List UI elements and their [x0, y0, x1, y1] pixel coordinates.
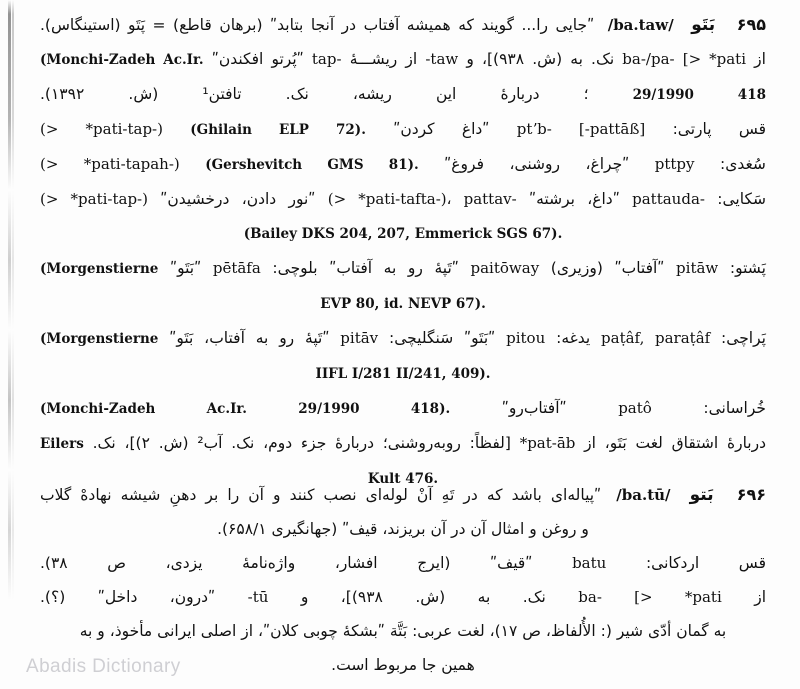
latin-form: ba-/pa- — [622, 50, 675, 68]
persian-text: از ریشـــهٔ — [349, 50, 418, 68]
persian-text: ʺنور دادن، درخشیدنʺ — [160, 190, 316, 208]
entry-line — [40, 546, 766, 580]
entry-number: ۶۹۵ — [736, 15, 766, 34]
bibliographic-reference: (Morgenstierne — [40, 261, 159, 277]
bibliographic-reference: (Morgenstierne — [40, 331, 159, 347]
entry-line — [40, 112, 766, 147]
persian-text: پَراچی: — [721, 329, 766, 347]
persian-text: ʺچراغ، روشنی، فروغʺ — [444, 155, 630, 173]
persian-text: پَشتو: — [729, 259, 766, 277]
persian-text: خُراسانی: — [703, 399, 766, 417]
entry-transliteration: /ba.taw/ — [607, 16, 674, 34]
persian-text: نک. به (ش. ۹۳۸)]، و — [300, 588, 546, 606]
persian-text: ʺپیاله‌ای باشد که در تَهِ آنْ لوله‌ای نصب کنند و آن را بر دهنِ شیشه نهادهْ گلاب — [40, 486, 602, 504]
persian-text: ʺقیفʺ (ایرج افشار، واژه‌نامهٔ یزدی، ص ۳۸). — [40, 554, 533, 572]
persian-text: ʺداغ، برشتهʺ — [528, 190, 620, 208]
latin-form: patô — [618, 399, 652, 417]
persian-text: دربارهٔ اشتقاق لغت بَتَو، از — [584, 434, 766, 452]
entry-line — [40, 512, 766, 546]
entry-line — [40, 182, 766, 216]
latin-form: (> *pati-tap-) — [40, 190, 148, 208]
latin-form: -taw — [425, 50, 459, 68]
scan-binding-edge-artifact-secondary — [12, 0, 14, 689]
entry-line — [40, 614, 766, 648]
bibliographic-reference: (Bailey DKS 204, 207, Emmerick SGS 67). — [243, 226, 563, 242]
scan-binding-edge-artifact — [8, 0, 11, 689]
latin-form: tap- — [311, 50, 342, 68]
persian-text: سُغدی: — [719, 155, 766, 173]
entry-line — [40, 147, 766, 182]
persian-text: و روغن و امثال آن در آن بریزند، قیفʺ (جهانگیری ۶۵۸/۱). — [217, 520, 589, 538]
persian-text: ʺبَتَوʺ — [169, 259, 202, 277]
entry-headword: بَتَو — [691, 15, 716, 35]
entry-line — [40, 356, 766, 391]
persian-text: [لفظاً: روبه‌روشنی؛ دربارهٔ جزء دوم، نک. آب² (ش. ۲)]، نک. — [92, 434, 511, 452]
entry-line — [40, 251, 766, 286]
dictionary-entry-695 — [40, 8, 766, 496]
persian-text: قس پارتی: — [672, 120, 766, 138]
persian-text: ʺتَپهٔ رو به آفتابʺ بلوچی: — [272, 259, 459, 277]
latin-form: (> *pati-tafta-)، pattav- — [327, 190, 517, 208]
entry-line — [40, 478, 766, 512]
persian-text: به گمان أدّی شیر (: الأُلفاظ، ص ۱۷)، لغت عربی: بَتَّة ʺبشکهٔ چوبی کلانʺ، از اصلی ایرانی مأخوذ، و به — [79, 622, 727, 640]
persian-text: سَکایی: — [717, 190, 766, 208]
dictionary-entry-696 — [40, 478, 766, 682]
bibliographic-reference: (Gershevitch GMS 81). — [205, 157, 419, 173]
latin-form: (> *pati-tapah-) — [40, 155, 180, 173]
bibliographic-reference: Kult 476. — [367, 471, 439, 487]
latin-form: paitōway — [470, 259, 540, 277]
latin-form: pitou — [506, 329, 546, 347]
watermark-abadis-dictionary: Abadis Dictionary — [26, 656, 181, 677]
persian-text: ʺتَپهٔ رو به آفتاب، بَتَوʺ — [169, 329, 330, 347]
entry-line — [40, 321, 766, 356]
bibliographic-reference: EVP 80, id. NEVP 67). — [320, 296, 486, 312]
entry-line — [40, 8, 766, 42]
latin-form: pitāv — [340, 329, 379, 347]
latin-form: pttpy — [654, 155, 695, 173]
persian-text: قس اردکانی: — [645, 554, 766, 572]
entry-line — [40, 216, 766, 251]
persian-text: ʺآفتابʺ (وزیری) — [550, 259, 665, 277]
entry-line — [40, 426, 766, 461]
latin-form: pattauda- — [632, 190, 705, 208]
persian-text: ʺآفتاب‌روʺ — [501, 399, 567, 417]
entry-transliteration: /ba.tū/ — [616, 486, 671, 504]
persian-text: ʺجایی را... گویند که همیشه آفتاب در آنجا بتابدʺ (برهان قاطع) = پَتَو (استینگاس). — [40, 16, 595, 34]
latin-form: (> *pati-tap-) — [40, 120, 163, 138]
persian-text: نک. به (ش. ۹۳۸)]، و — [466, 50, 615, 68]
latin-form: *pat-āb — [519, 434, 576, 452]
latin-form: pitāw — [676, 259, 719, 277]
bibliographic-reference: Eilers — [40, 436, 84, 452]
persian-text: ʺپُرتو افکندنʺ — [211, 50, 304, 68]
latin-form: ba- [> *pati — [578, 588, 722, 606]
entry-number: ۶۹۶ — [736, 485, 766, 504]
persian-text: همین جا مربوط است. — [331, 656, 475, 674]
latin-form: paṭâf, paraṭâf — [601, 329, 711, 347]
latin-form: ptʼb- [-pattāß] — [516, 120, 646, 138]
persian-text: ʺداغ کردنʺ — [393, 120, 490, 138]
bibliographic-reference: 29/1990 418 — [632, 87, 766, 103]
latin-form: batu — [572, 554, 607, 572]
bibliographic-reference: (Monchi-Zadeh Ac.Ir. — [40, 52, 204, 68]
persian-text: ʺدرون، داخلʺ (؟). — [40, 588, 216, 606]
persian-text: یدغه: — [556, 329, 591, 347]
persian-text: از — [754, 588, 766, 606]
bibliographic-reference: (Ghilain ELP 72). — [190, 122, 366, 138]
latin-form: -tū — [247, 588, 269, 606]
entry-line — [40, 391, 766, 426]
entry-line — [40, 42, 766, 77]
entry-line — [40, 77, 766, 112]
latin-form: [> *pati — [682, 50, 746, 68]
entry-headword: بَتو — [689, 485, 714, 505]
persian-text: ؛ دربارهٔ این ریشه، نک. تافتن¹ (ش. ۱۳۹۲). — [40, 85, 589, 103]
entry-line — [40, 286, 766, 321]
persian-text: ʺبَتَوʺ سَنگلیچی: — [389, 329, 496, 347]
bibliographic-reference: IIFL I/281 II/241, 409). — [315, 366, 491, 382]
bibliographic-reference: (Monchi-Zadeh Ac.Ir. 29/1990 418). — [40, 401, 451, 417]
latin-form: pētāfa — [212, 259, 261, 277]
persian-text: از — [754, 50, 766, 68]
entry-line — [40, 580, 766, 614]
